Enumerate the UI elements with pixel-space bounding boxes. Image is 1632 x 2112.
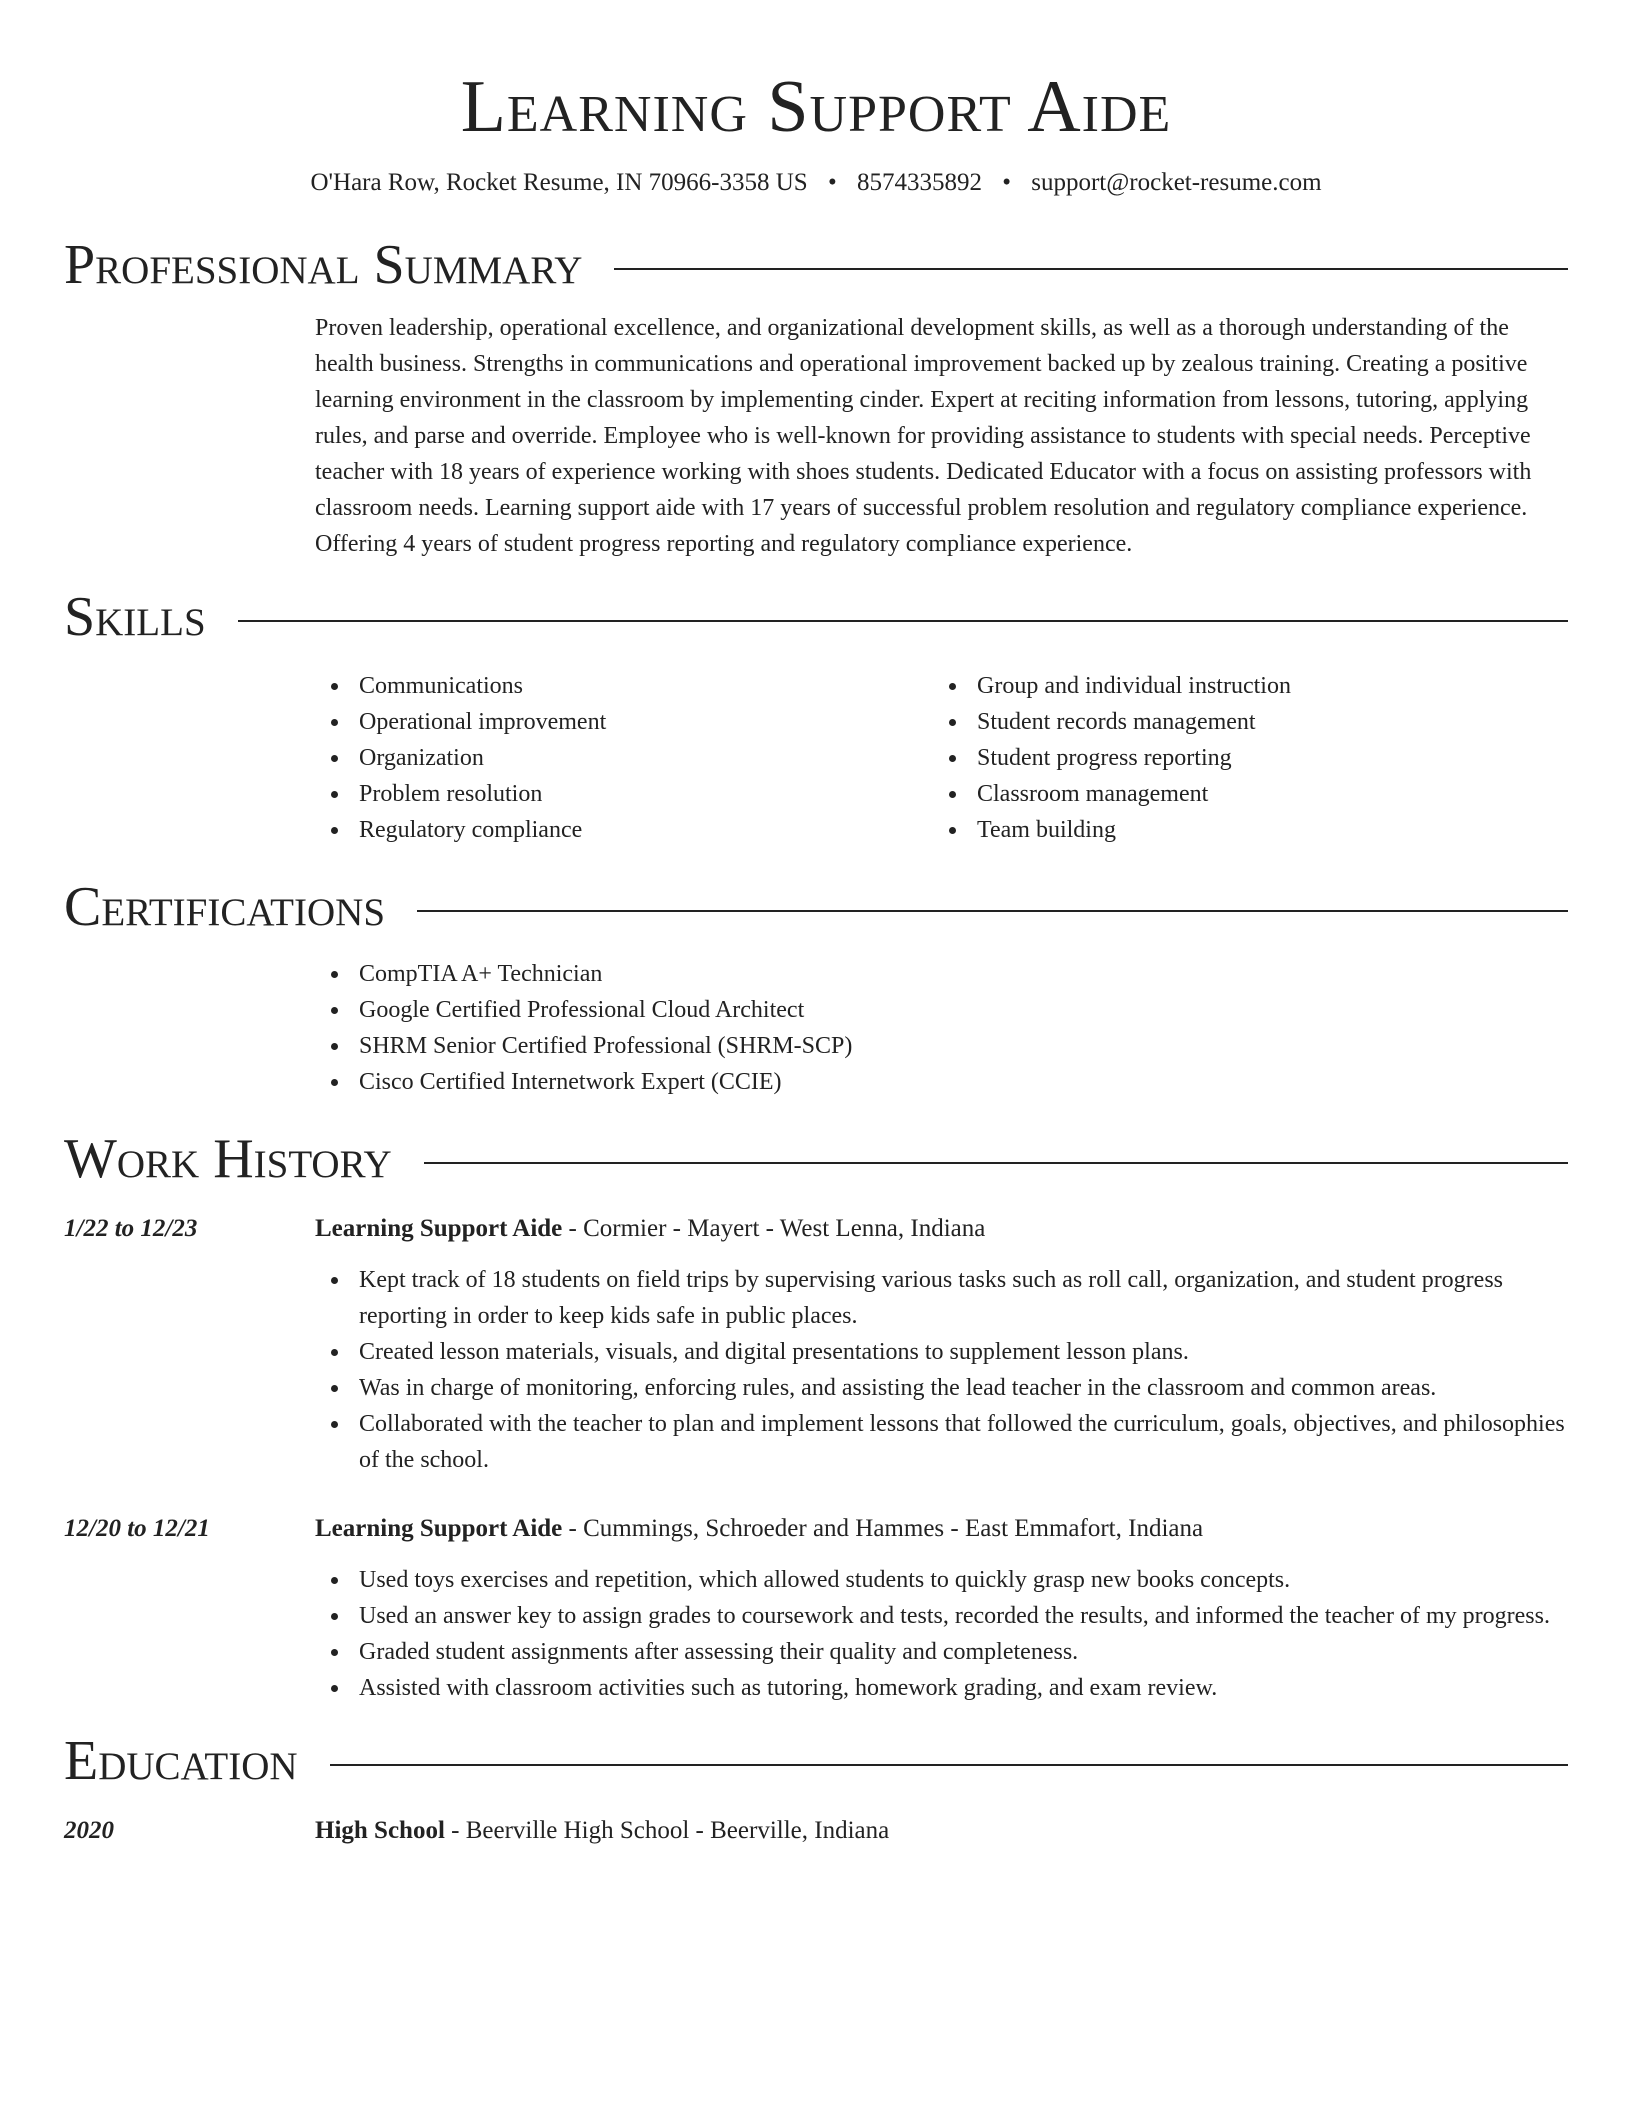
- summary-heading: Professional Summary: [64, 234, 583, 296]
- job-header: [64, 1212, 1568, 1246]
- job-duty-item: Used an answer key to assign grades to coursework and tests, recorded the results, and informed the teacher of my progress.: [315, 1598, 1568, 1634]
- skill-item: Regulatory compliance: [315, 812, 933, 848]
- skill-item: Group and individual instruction: [933, 668, 1551, 704]
- job-employer: - Cormier - Mayert - West Lenna, Indiana: [562, 1215, 986, 1242]
- certifications-list: [315, 956, 1568, 1100]
- certifications-heading: Certifications: [64, 876, 386, 938]
- work-history-heading: Work History: [64, 1128, 392, 1190]
- skill-item: Operational improvement: [315, 704, 933, 740]
- skill-item: Organization: [315, 740, 933, 776]
- job-title: Learning Support Aide: [315, 1515, 563, 1542]
- job-duty-item: Assisted with classroom activities such as tutoring, homework grading, and exam review.: [315, 1670, 1568, 1706]
- job-heading: [315, 1512, 1203, 1546]
- job-dates: 1/22 to 12/23: [64, 1215, 198, 1242]
- job-employer: - Cummings, Schroeder and Hammes - East Emmafort, Indiana: [562, 1515, 1204, 1542]
- skills-heading: Skills: [64, 586, 206, 648]
- skills-section-header: [64, 584, 1568, 650]
- skills-column-left: [315, 668, 933, 848]
- skill-item: Communications: [315, 668, 933, 704]
- skill-item: Classroom management: [933, 776, 1551, 812]
- education-section-header: [64, 1728, 1568, 1794]
- certification-item: Google Certified Professional Cloud Architect: [315, 992, 1568, 1028]
- job-duty-item: Collaborated with the teacher to plan and implement lessons that followed the curriculum, goals, objectives, and philosophies of the school.: [315, 1406, 1568, 1478]
- section-divider: [330, 1764, 1568, 1766]
- job-header: [64, 1512, 1568, 1546]
- contact-separator: •: [827, 169, 837, 196]
- job-entry: [64, 1212, 1568, 1478]
- education-degree: High School: [315, 1817, 445, 1844]
- section-divider: [417, 910, 1568, 912]
- education-school: - Beerville High School - Beerville, Indiana: [444, 1817, 890, 1844]
- resume-name: Learning Support Aide: [460, 66, 1172, 148]
- contact-phone: 8574335892: [856, 169, 982, 196]
- work-history-section-header: [64, 1126, 1568, 1192]
- job-entry: [64, 1512, 1568, 1706]
- summary-section-header: [64, 232, 1568, 298]
- job-duty-item: Created lesson materials, visuals, and digital presentations to supplement lesson plans.: [315, 1334, 1568, 1370]
- contact-line: [64, 166, 1568, 200]
- job-duties: [315, 1262, 1568, 1478]
- contact-separator: •: [1002, 169, 1011, 196]
- job-title: Learning Support Aide: [315, 1215, 563, 1242]
- job-duty-item: Graded student assignments after assessing their quality and completeness.: [315, 1634, 1568, 1670]
- certification-item: SHRM Senior Certified Professional (SHRM-SCP): [315, 1028, 1568, 1064]
- section-divider: [424, 1162, 1568, 1164]
- skill-item: Student records management: [933, 704, 1551, 740]
- skill-item: Problem resolution: [315, 776, 933, 812]
- contact-email: support@rocket-resume.com: [1031, 169, 1322, 196]
- education-heading-line: [315, 1814, 889, 1848]
- job-duties: [315, 1562, 1568, 1706]
- resume-page: [64, 0, 1568, 1848]
- section-divider: [614, 268, 1568, 270]
- certifications-section-header: [64, 874, 1568, 940]
- job-duty-item: Was in charge of monitoring, enforcing rules, and assisting the lead teacher in the classroom and common areas.: [315, 1370, 1568, 1406]
- contact-address: O'Hara Row, Rocket Resume, IN 70966-3358 US: [310, 169, 808, 196]
- education-year: 2020: [64, 1817, 114, 1844]
- section-divider: [238, 620, 1568, 622]
- skill-item: Student progress reporting: [933, 740, 1551, 776]
- education-entry: [64, 1814, 1568, 1848]
- certification-item: CompTIA A+ Technician: [315, 956, 1568, 992]
- skill-item: Team building: [933, 812, 1551, 848]
- skills-column-right: [933, 668, 1551, 848]
- certification-item: Cisco Certified Internetwork Expert (CCIE): [315, 1064, 1568, 1100]
- job-dates: 12/20 to 12/21: [64, 1515, 210, 1542]
- job-duty-item: Used toys exercises and repetition, which allowed students to quickly grasp new books concepts.: [315, 1562, 1568, 1598]
- job-duty-item: Kept track of 18 students on field trips by supervising various tasks such as roll call, organization, and student progress reporting in order to keep kids safe in public places.: [315, 1262, 1568, 1334]
- job-heading: [315, 1212, 985, 1246]
- education-heading: Education: [64, 1730, 298, 1792]
- summary-text: Proven leadership, operational excellence, and organizational development skills, as well as a thorough understanding of the health business. Strengths in communications and operational improvement backed up by zealous training. Creating a positive learning environment in the classroom by implementing cinder. Expert at reciting information from lessons, tutoring, applying rules, and parse and override. Employee who is well-known for providing assistance to students with special needs. Perceptive teacher with 18 years of experience working with shoes students. Dedicated Educator with a focus on assisting professors with classroom needs. Learning support aide with 17 years of successful problem resolution and regulatory compliance experience. Offering 4 years of student progress reporting and regulatory compliance experience.: [315, 315, 1532, 557]
- skills-list: [315, 668, 1568, 848]
